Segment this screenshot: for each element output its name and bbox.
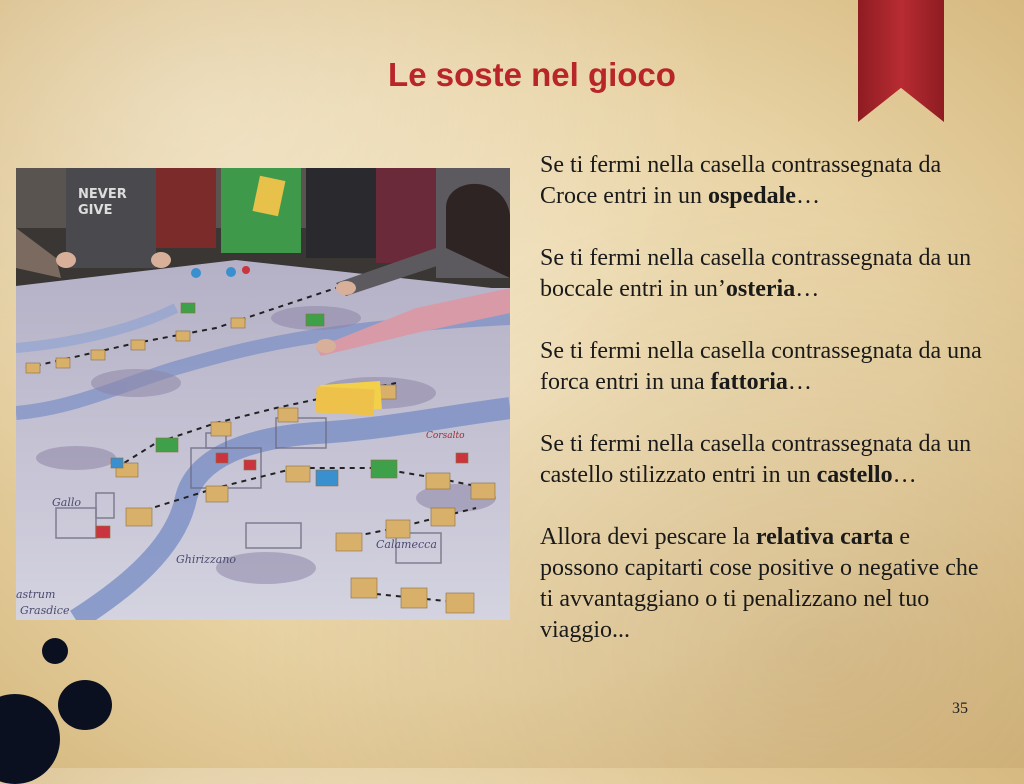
paragraph-fattoria xyxy=(540,336,990,398)
page-number: 35 xyxy=(952,700,968,717)
slide-body xyxy=(540,150,990,677)
slide-title: Le soste nel gioco xyxy=(388,56,676,93)
paragraph-osteria xyxy=(540,243,990,305)
paragraph-5-rest: e possono capitarti cose positive o negative che ti avvantaggiano o ti penalizzano nel tuo viaggio... xyxy=(540,524,979,643)
ink-blot-small xyxy=(42,638,68,664)
paragraph-5-text: Allora devi pescare la xyxy=(540,524,756,550)
paragraph-3-keyword: fattoria xyxy=(710,369,788,395)
paragraph-carta xyxy=(540,522,990,646)
paragraph-4-ellipsis: … xyxy=(892,462,917,488)
ink-blot-large xyxy=(0,694,60,784)
board-game-photo xyxy=(16,168,510,620)
shirt-text-line1: NEVER xyxy=(78,187,127,202)
paragraph-3-ellipsis: … xyxy=(787,369,812,395)
paragraph-1-ellipsis: … xyxy=(795,183,820,209)
map-label-corsalto: Corsalto xyxy=(426,431,465,441)
paragraph-2-ellipsis: … xyxy=(795,276,820,302)
paragraph-5-keyword: relativa carta xyxy=(755,524,894,550)
paragraph-3-text: Se ti fermi nella casella contrassegnata da una forca entri in una xyxy=(540,338,982,395)
paragraph-castello xyxy=(540,429,990,491)
shirt-text-line2: GIVE xyxy=(78,203,113,218)
map-label-calamecca: Calamecca xyxy=(376,538,437,551)
map-label-grasdice: Grasdice xyxy=(20,604,70,617)
map-label-gallo: Gallo xyxy=(52,496,82,509)
map-label-ghirizzano: Ghirizzano xyxy=(176,553,237,566)
paragraph-1-keyword: ospedale xyxy=(707,183,796,209)
paragraph-4-text: Se ti fermi nella casella contrassegnata da un castello stilizzato entri in un xyxy=(540,431,972,488)
paragraph-2-keyword: osteria xyxy=(725,276,796,302)
map-label-castrum: astrum xyxy=(16,588,56,601)
paragraph-2-text: Se ti fermi nella casella contrassegnata da un boccale entri in un’ xyxy=(540,245,972,302)
ink-blot-medium xyxy=(58,680,112,730)
paragraph-1-text: Se ti fermi nella casella contrassegnata da Croce entri in un xyxy=(540,152,942,209)
paragraph-4-keyword: castello xyxy=(816,462,893,488)
paragraph-ospedale xyxy=(540,150,990,212)
